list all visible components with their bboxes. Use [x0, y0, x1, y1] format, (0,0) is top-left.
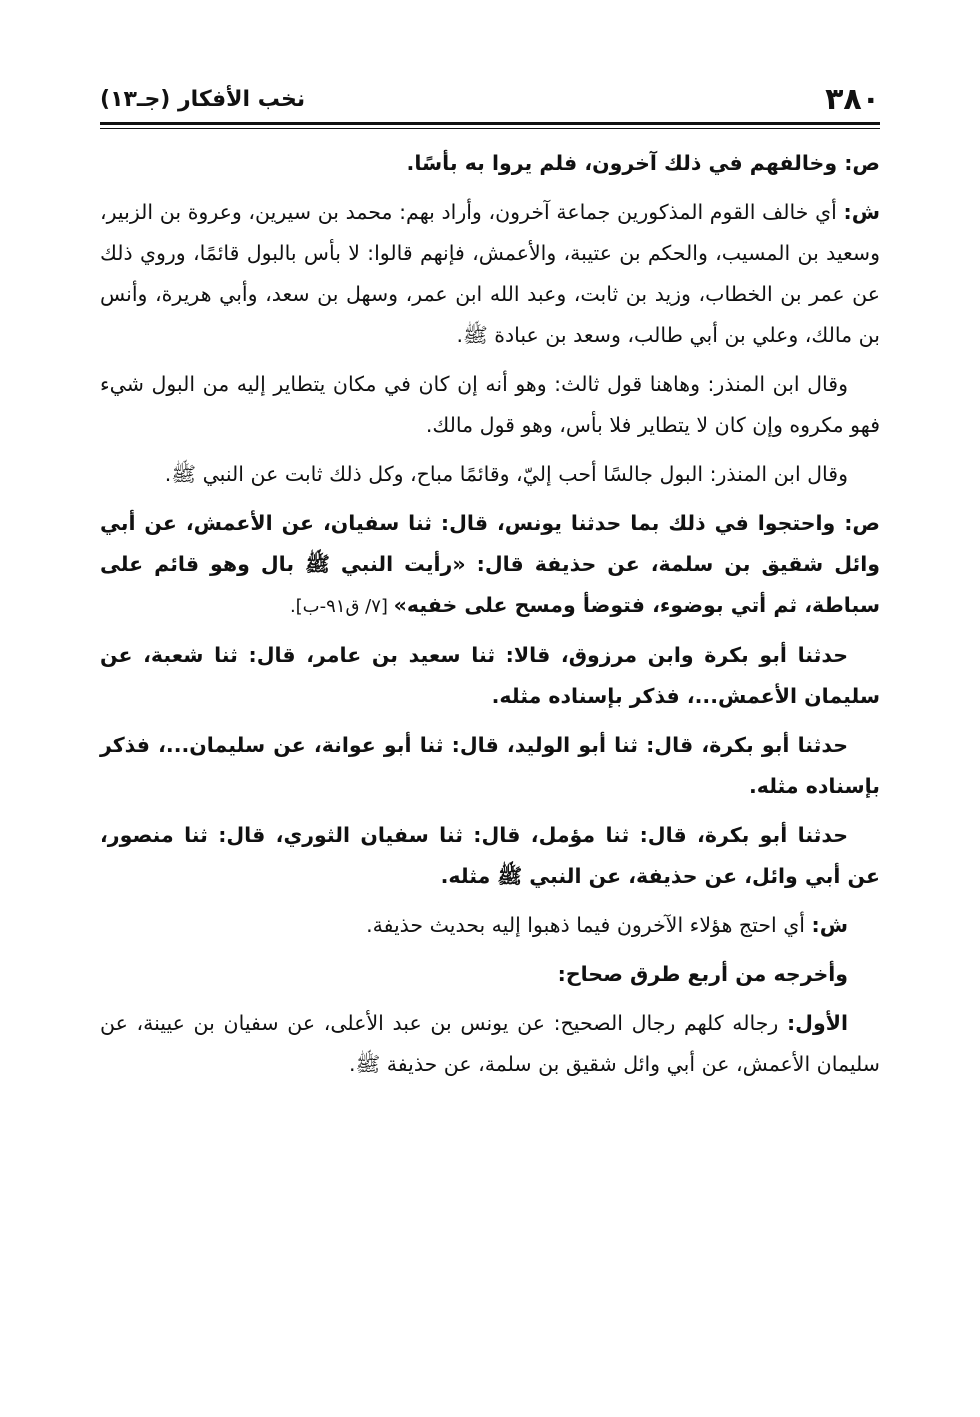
paragraph-text: حدثنا أبو بكرة، قال: ثنا أبو الوليد، قال: ثنا أبو عوانة، عن سليمان...، فذكر بإسناده مثله. [100, 733, 880, 798]
paragraph-mark: ش: [811, 913, 848, 937]
paragraph-mark: ش: [843, 200, 880, 224]
paragraph-7 [100, 725, 880, 807]
paragraph-11 [100, 1003, 880, 1085]
manuscript-reference: [٧/ ق٩١-ب]. [289, 596, 394, 617]
paragraph-text: حدثنا أبو بكرة، قال: ثنا مؤمل، قال: ثنا سفيان الثوري، قال: ثنا منصور، عن أبي وائل، عن حذيفة، عن النبي ﷺ مثله. [100, 823, 880, 888]
paragraph-text: وقال ابن المنذر: البول جالسًا أحب إليّ، وقائمًا مباح، وكل ذلك ثابت عن النبي ﷺ. [164, 462, 848, 486]
paragraph-3 [100, 364, 880, 446]
paragraph-text: وقال ابن المنذر: وهاهنا قول ثالث: وهو أنه إن كان في مكان يتطاير إليه من البول شيء فهو مكروه وإن كان لا يتطاير فلا بأس، وهو قول مالك. [100, 372, 880, 437]
paragraph-text: أي احتج هؤلاء الآخرون فيما ذهبوا إليه بحديث حذيفة. [366, 913, 812, 937]
paragraph-4 [100, 454, 880, 495]
paragraph-2 [100, 192, 880, 356]
running-title: نخب الأفكار (جـ١٣) [100, 87, 306, 112]
paragraph-5 [100, 503, 880, 627]
paragraph-text: واحتجوا في ذلك بما حدثنا يونس، قال: ثنا سفيان، عن الأعمش، عن أبي وائل شقيق بن سلمة، عن حذيفة قال: «رأيت النبي ﷺ بال وهو قائم على سباطة، ثم أتي بوضوء، فتوضأ ومسح على خفيه» [100, 511, 880, 617]
paragraph-mark: ص: [844, 511, 880, 535]
page-header [100, 72, 880, 120]
paragraph-text: حدثنا أبو بكرة وابن مرزوق، قالا: ثنا سعيد بن عامر، قال: ثنا شعبة، عن سليمان الأعمش...، فذكر بإسناده مثله. [100, 643, 880, 708]
header-rule-thin [100, 128, 880, 129]
paragraph-1 [100, 143, 880, 184]
paragraph-text: أي خالف القوم المذكورين جماعة آخرون، وأراد بهم: محمد بن سيرين، وعروة بن الزبير، وسعيد بن المسيب، والحكم بن عتيبة، والأعمش، فإنهم قالوا: لا بأس بالبول قائمًا، وروي ذلك عن عمر بن الخطاب، وزيد بن ثابت، وعبد الله ابن عمر، وسهل بن سعد، وأبي هريرة، وأنس بن مالك، وعلي بن أبي طالب، وسعد بن عبادة ﷺ. [100, 200, 880, 347]
paragraph-mark: الأول: [786, 1011, 848, 1035]
page-body [100, 143, 880, 1085]
paragraph-9 [100, 905, 880, 946]
paragraph-mark: ص: [844, 151, 880, 175]
header-rule-thick [100, 122, 880, 125]
paragraph-text: وخالفهم في ذلك آخرون، فلم يروا به بأسًا. [406, 151, 845, 175]
paragraph-6 [100, 635, 880, 717]
paragraph-text: رجاله كلهم رجال الصحيح: عن يونس بن عبد الأعلى، عن سفيان بن عيينة، عن سليمان الأعمش، عن أبي وائل شقيق بن سلمة، عن حذيفة ﷺ. [100, 1011, 880, 1076]
paragraph-10 [100, 954, 880, 995]
paragraph-text: وأخرجه من أربع طرق صحاح: [557, 962, 848, 986]
paragraph-8 [100, 815, 880, 897]
page-number: ٣٨٠ [825, 82, 880, 117]
